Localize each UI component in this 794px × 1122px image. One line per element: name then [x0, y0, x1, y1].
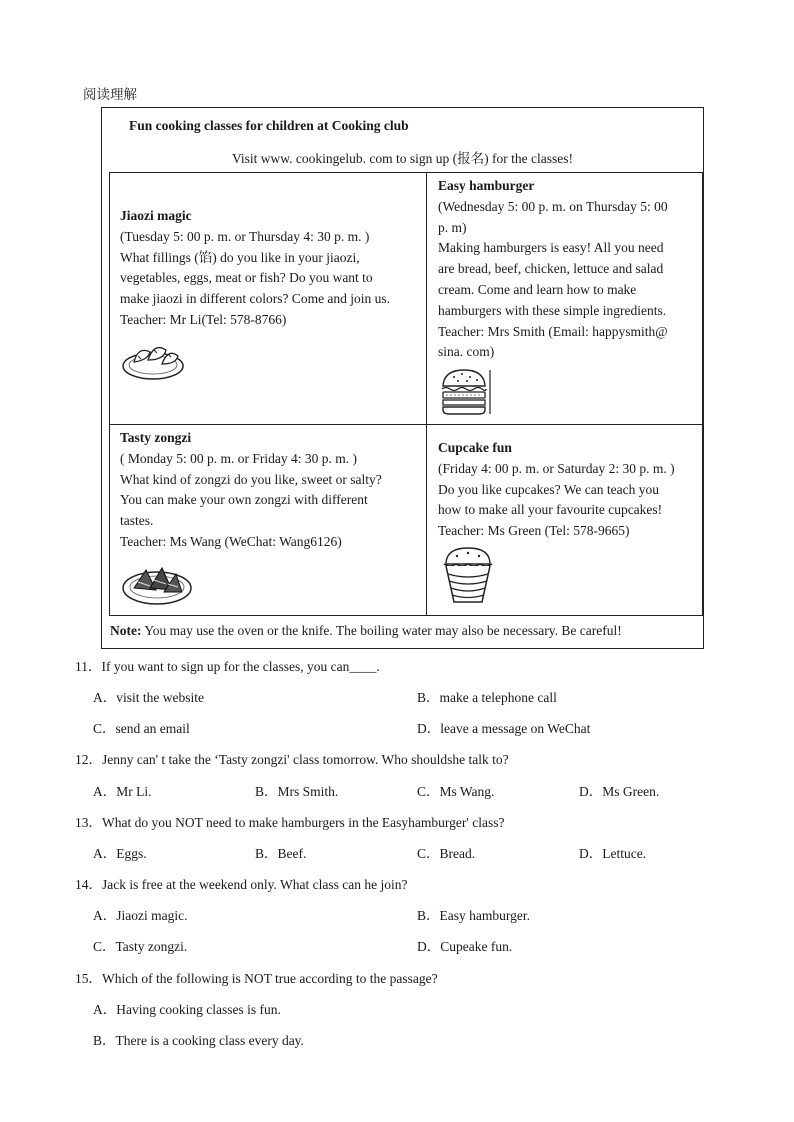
class-line: hamburgers with these simple ingredients. [438, 302, 667, 318]
answer-option: A．Having cooking classes is fun. [93, 1002, 281, 1017]
answer-option: A．Mr Li. [93, 784, 152, 799]
class-line: Teacher: Mrs Smith (Email: happysmith@ [438, 323, 668, 339]
class-name: Easy hamburger [438, 178, 535, 193]
ad-title: Fun cooking classes for children at Cooking club [129, 118, 409, 133]
class-line: (Tuesday 5: 00 p. m. or Thursday 4: 30 p. m. ) [120, 228, 370, 244]
class-line: Teacher: Mr Li(Tel: 578-8766) [120, 311, 287, 327]
class-line: Making hamburgers is easy! All you need [438, 240, 664, 256]
ad-note [110, 623, 622, 639]
section-title: 阅读理解 [83, 87, 137, 103]
class-line: Teacher: Ms Wang (WeChat: Wang6126) [120, 533, 342, 549]
answer-option: D．Cupeake fun. [417, 939, 513, 954]
class-line: vegetables, eggs, meat or fish? Do you want to [120, 270, 373, 286]
ad-subtitle: Visit www. cookingelub. com to sign up (报名) for the classes! [231, 151, 573, 166]
answer-option: D．Ms Green. [579, 784, 660, 799]
note-text: You may use the oven or the knife. The boiling water may also be necessary. Be careful! [141, 623, 622, 638]
grid-divider-vertical [426, 172, 427, 616]
class-line: sina. com) [438, 344, 495, 360]
class-line: Do you like cupcakes? We can teach you [438, 481, 659, 497]
class-line: What kind of zongzi do you like, sweet or salty? [120, 471, 382, 487]
class-cell-jiaozi [120, 206, 390, 331]
class-line: (Wednesday 5: 00 p. m. on Thursday 5: 00 [438, 198, 668, 214]
jiaozi-plate-icon [120, 338, 186, 382]
class-line: are bread, beef, chicken, lettuce and salad [438, 261, 664, 277]
class-line: ( Monday 5: 00 p. m. or Friday 4: 30 p. m. ) [120, 450, 357, 466]
question-stem: 13．What do you NOT need to make hamburgers in the Easyhamburger' class? [75, 815, 505, 830]
class-name: Cupcake fun [438, 440, 512, 455]
class-line: You can make your own zongzi with different [120, 492, 368, 508]
answer-option: A．Jiaozi magic. [93, 908, 188, 923]
class-line: p. m) [438, 219, 467, 235]
answer-option: B．Mrs Smith. [255, 784, 339, 799]
answer-option: B．Beef. [255, 846, 307, 861]
grid-divider-horizontal [109, 424, 703, 425]
question-stem: 15．Which of the following is NOT true according to the passage? [75, 971, 438, 986]
cupcake-icon [440, 544, 496, 606]
class-line: tastes. [120, 513, 154, 529]
class-line: make jiaozi in different colors? Come and join us. [120, 291, 391, 307]
class-line: (Friday 4: 00 p. m. or Saturday 2: 30 p. m. ) [438, 460, 675, 476]
answer-option: A．Eggs. [93, 846, 147, 861]
answer-option: C．Tasty zongzi. [93, 939, 188, 954]
class-cell-hamburger [438, 176, 668, 363]
answer-option: A．visit the website [93, 690, 204, 705]
class-cell-cupcake [438, 438, 675, 542]
answer-option: B．Easy hamburger. [417, 908, 530, 923]
answer-option: B．make a telephone call [417, 690, 557, 705]
answer-option: B．There is a cooking class every day. [93, 1033, 304, 1048]
answer-option: C．Ms Wang. [417, 784, 495, 799]
class-line: cream. Come and learn how to make [438, 281, 637, 297]
zongzi-plate-icon [120, 562, 194, 608]
answer-option: C．Bread. [417, 846, 476, 861]
question-stem: 14．Jack is free at the weekend only. What class can he join? [75, 877, 408, 892]
hamburger-icon [440, 368, 494, 416]
question-stem: 12．Jenny can' t take the ‘Tasty zongzi' class tomorrow. Who shouldshe talk to? [75, 752, 509, 767]
answer-option: C．send an email [93, 721, 190, 736]
question-stem: 11．If you want to sign up for the classes, you can____. [75, 659, 380, 674]
class-line: Teacher: Ms Green (Tel: 578-9665) [438, 523, 630, 539]
answer-option: D．leave a message on WeChat [417, 721, 591, 736]
class-line: how to make all your favourite cupcakes! [438, 502, 663, 518]
class-cell-zongzi [120, 428, 382, 553]
class-name: Tasty zongzi [120, 430, 192, 445]
class-line: What fillings (馅) do you like in your jiaozi, [120, 249, 360, 265]
note-label: Note: [110, 623, 142, 638]
answer-option: D．Lettuce. [579, 846, 647, 861]
class-name: Jiaozi magic [120, 208, 192, 223]
